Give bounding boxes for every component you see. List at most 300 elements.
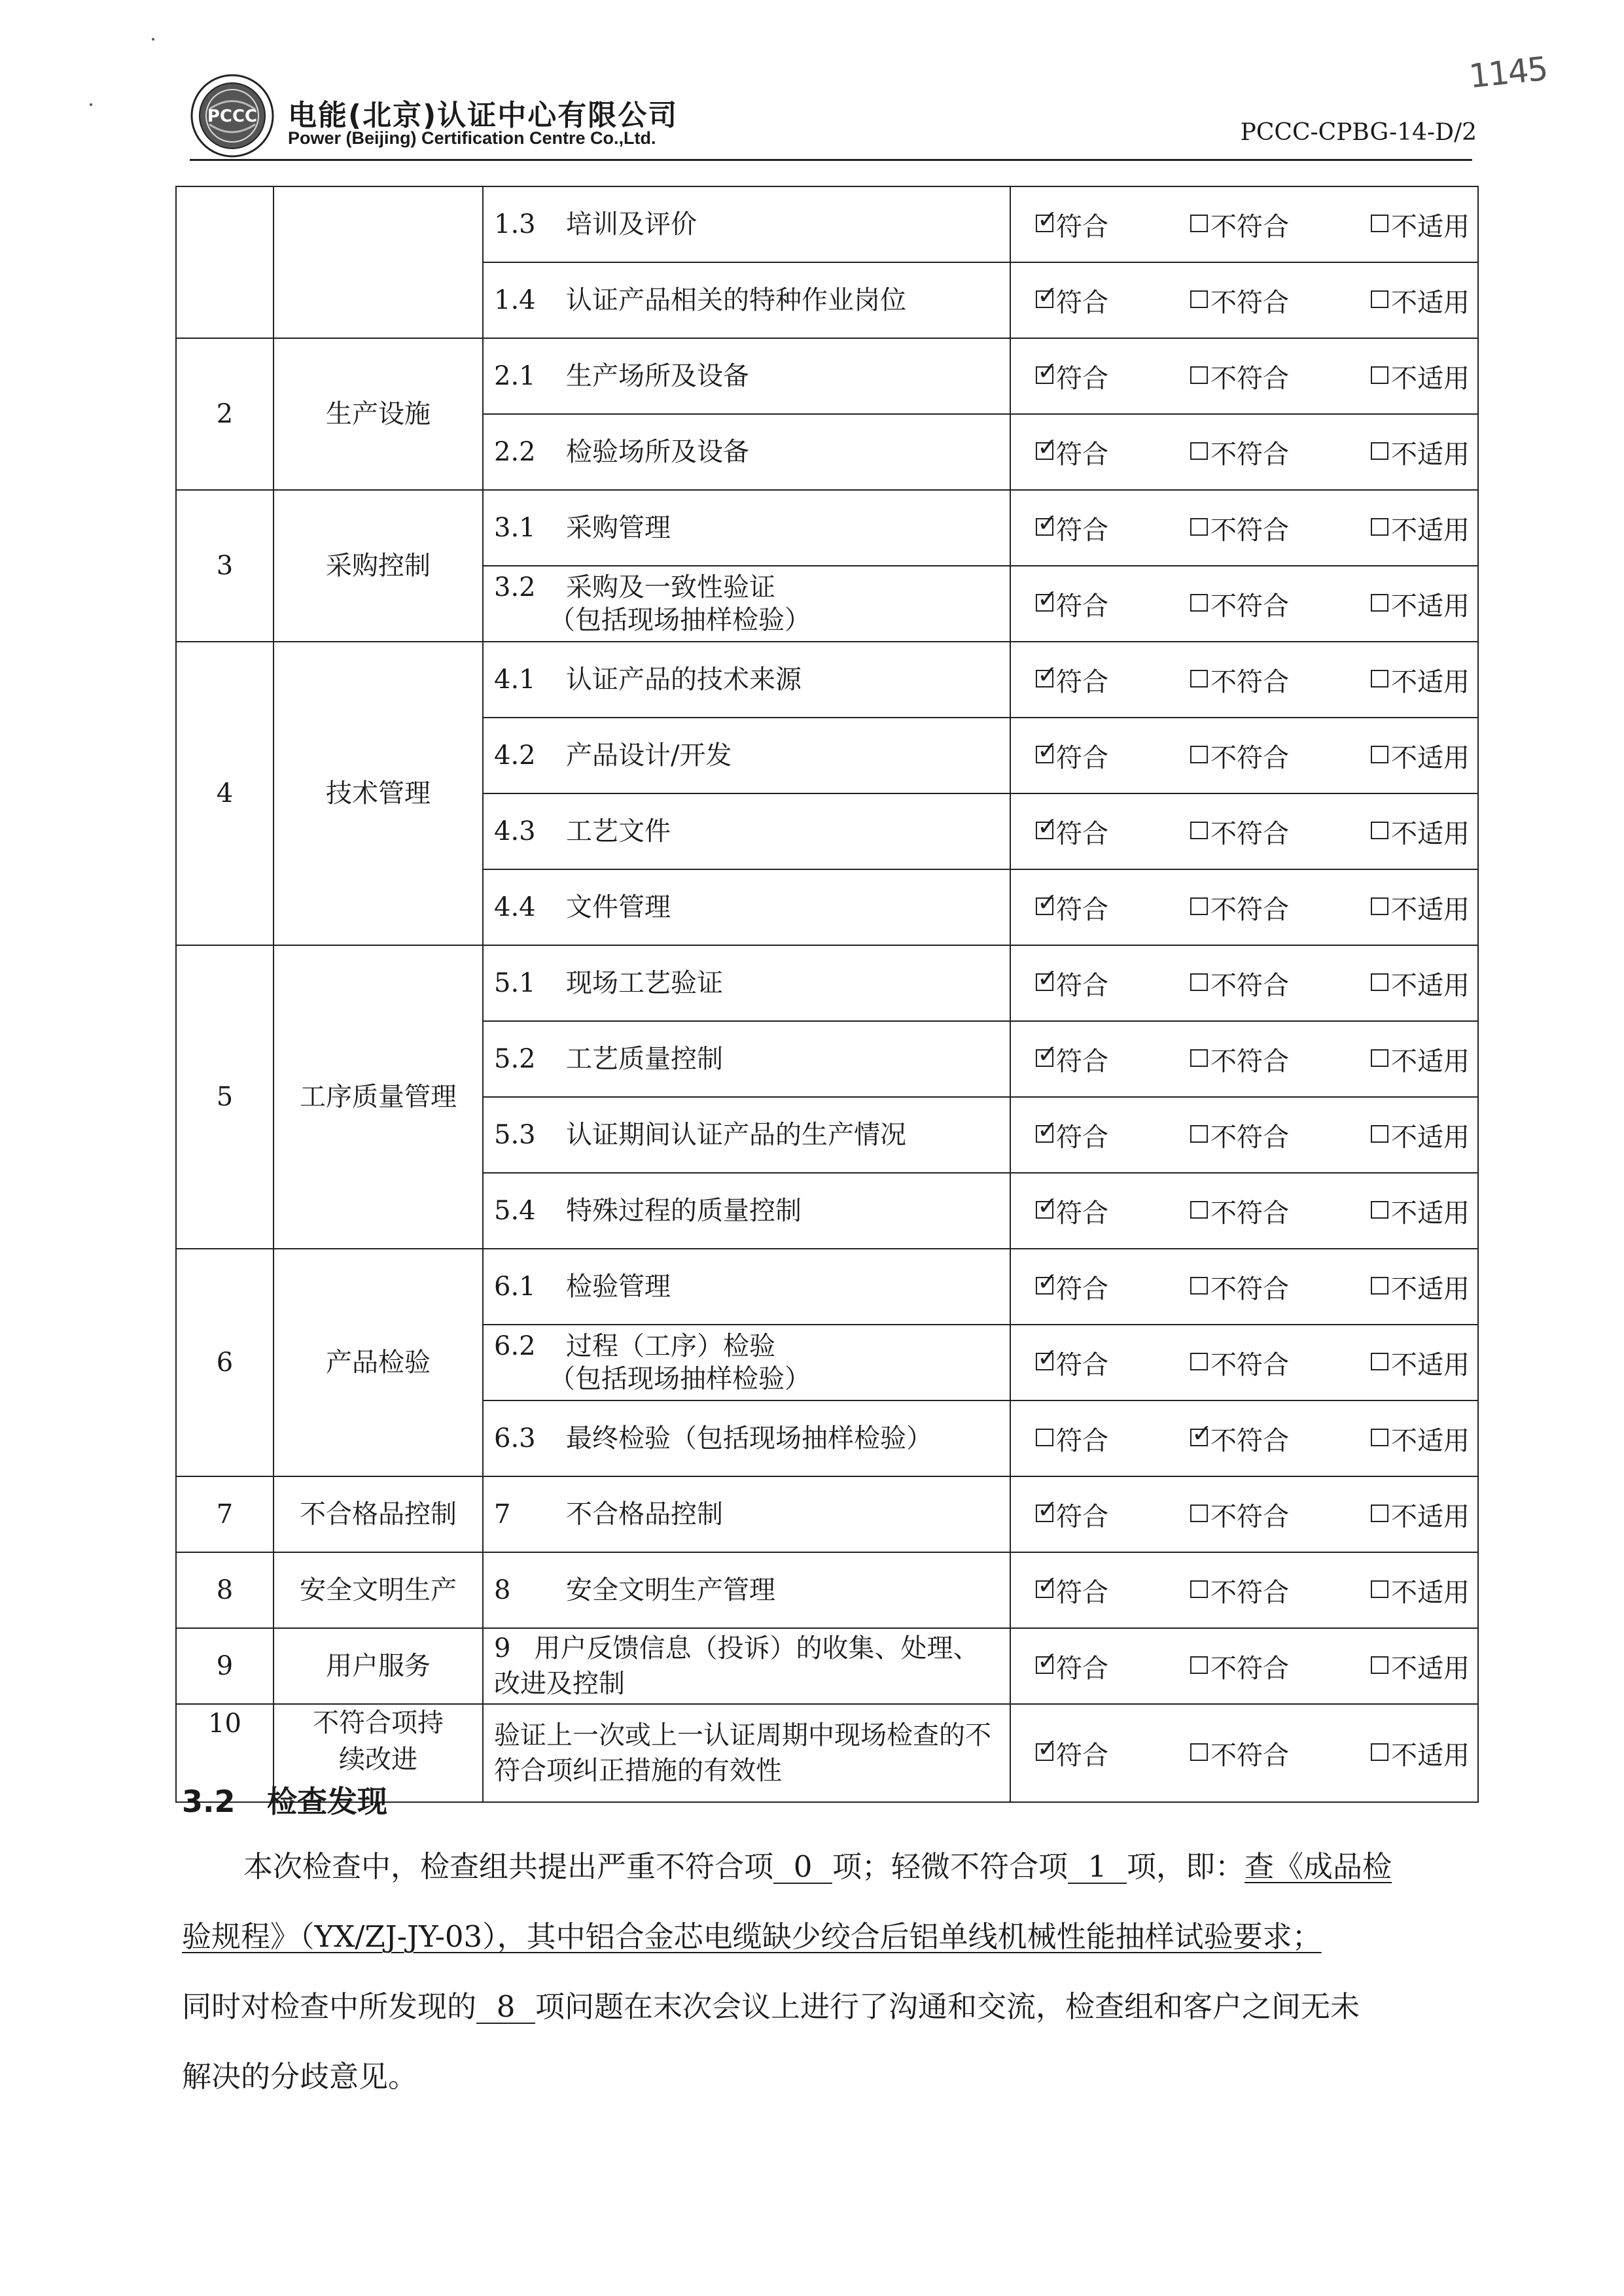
element-name: 生产设施 — [274, 338, 483, 490]
option-na[interactable] — [1371, 1344, 1470, 1382]
element-name: 技术管理 — [274, 642, 483, 945]
logo-text: PCCC — [207, 107, 258, 126]
option-nonconform[interactable] — [1190, 661, 1289, 699]
table-row — [176, 186, 1478, 262]
option-conform[interactable] — [1036, 1041, 1108, 1078]
checkbox-icon[interactable] — [1371, 1743, 1388, 1761]
option-nonconform[interactable] — [1190, 889, 1289, 926]
checked-box-icon[interactable] — [1036, 594, 1053, 612]
item-text: 检验管理 — [566, 1272, 671, 1302]
option-label: 不适用 — [1391, 287, 1470, 318]
checked-box-icon[interactable] — [1036, 290, 1053, 308]
option-nonconform[interactable] — [1190, 965, 1289, 1002]
option-label: 符合 — [1056, 667, 1108, 697]
result-cell — [1010, 1021, 1478, 1097]
item-text: 认证产品相关的特种作业岗位 — [566, 285, 906, 315]
element-number: 2 — [176, 338, 274, 490]
checkbox-icon[interactable] — [1190, 897, 1208, 915]
text-run: 同时对检查中所发现的 — [182, 1989, 477, 2024]
option-na[interactable] — [1371, 1268, 1470, 1306]
result-cell — [1010, 186, 1478, 262]
option-label: 符合 — [1056, 515, 1108, 546]
checkbox-icon[interactable] — [1190, 670, 1208, 687]
option-label: 不适用 — [1391, 1349, 1470, 1380]
scan-speck — [152, 38, 154, 41]
element-name — [274, 186, 483, 338]
option-conform[interactable] — [1036, 1117, 1108, 1154]
item-text: 工艺文件 — [566, 816, 671, 846]
item-number: 4.3 — [494, 816, 536, 846]
item-cell — [483, 1021, 1010, 1097]
checkbox-icon[interactable] — [1190, 442, 1208, 460]
minor-count: 1 — [1068, 1851, 1127, 1884]
option-na[interactable] — [1371, 206, 1470, 243]
result-cell — [1010, 869, 1478, 945]
option-conform[interactable] — [1036, 282, 1108, 319]
checkbox-icon[interactable] — [1371, 1125, 1388, 1143]
checkbox-icon[interactable] — [1190, 1125, 1208, 1143]
option-label: 不符合 — [1210, 894, 1289, 925]
checkbox-icon[interactable] — [1190, 518, 1208, 536]
option-label: 不符合 — [1210, 1577, 1289, 1608]
checked-box-icon[interactable] — [1036, 518, 1053, 536]
item-number: 6.2 — [494, 1331, 536, 1361]
checkbox-icon[interactable] — [1190, 1201, 1208, 1219]
option-label: 不适用 — [1391, 1046, 1470, 1077]
item-text: 安全文明生产管理 — [566, 1575, 775, 1605]
checkbox-icon[interactable] — [1190, 1353, 1208, 1370]
option-na[interactable] — [1371, 434, 1470, 471]
option-nonconform[interactable] — [1190, 282, 1289, 319]
checkbox-icon[interactable] — [1036, 1429, 1053, 1446]
paragraph-line — [182, 1972, 1468, 2042]
option-label: 不符合 — [1210, 1349, 1289, 1380]
checked-box-icon[interactable] — [1036, 822, 1053, 839]
checkbox-icon[interactable] — [1190, 290, 1208, 308]
checked-box-icon[interactable] — [1036, 1656, 1053, 1674]
element-number: 9 — [176, 1628, 274, 1704]
checked-box-icon[interactable] — [1036, 973, 1053, 991]
element-name: 不合格品控制 — [274, 1476, 483, 1552]
table-row — [176, 338, 1478, 414]
option-na[interactable] — [1371, 585, 1470, 623]
option-label: 符合 — [1056, 1122, 1108, 1153]
option-label: 不符合 — [1210, 1274, 1289, 1304]
company-name-en: Power (Beijing) Certification Centre Co.,Ltd. — [288, 128, 656, 148]
checked-box-icon[interactable] — [1036, 1277, 1053, 1295]
item-number: 5.3 — [494, 1120, 536, 1150]
element-number: 5 — [176, 945, 274, 1249]
option-label: 符合 — [1056, 970, 1108, 1001]
item-text: 产品设计/开发 — [566, 740, 732, 771]
item-cell — [483, 718, 1010, 793]
option-nonconform[interactable] — [1190, 813, 1289, 850]
option-conform[interactable] — [1036, 813, 1108, 850]
serious-count: 0 — [773, 1851, 832, 1884]
option-label: 不适用 — [1391, 1198, 1470, 1228]
company-logo — [190, 73, 275, 158]
result-cell — [1010, 1628, 1478, 1704]
option-label: 不适用 — [1391, 1425, 1470, 1456]
checkbox-icon[interactable] — [1371, 442, 1388, 460]
option-nonconform[interactable] — [1190, 1268, 1289, 1306]
checkbox-icon[interactable] — [1371, 1656, 1388, 1674]
option-label: 符合 — [1056, 1198, 1108, 1228]
option-na[interactable] — [1371, 737, 1470, 774]
option-label: 不符合 — [1210, 515, 1289, 546]
option-nonconform[interactable] — [1190, 358, 1289, 395]
result-cell — [1010, 1552, 1478, 1628]
option-conform[interactable] — [1036, 1735, 1108, 1772]
option-label: 符合 — [1056, 1501, 1108, 1532]
result-cell — [1010, 1400, 1478, 1476]
option-label: 不适用 — [1391, 515, 1470, 546]
result-cell — [1010, 1249, 1478, 1325]
item-number: 2.1 — [494, 361, 536, 391]
item-cell — [483, 793, 1010, 869]
option-label: 符合 — [1056, 818, 1108, 849]
option-label: 不适用 — [1391, 363, 1470, 394]
element-name: 工序质量管理 — [274, 945, 483, 1249]
option-label: 符合 — [1056, 1577, 1108, 1608]
option-label: 不符合 — [1210, 1122, 1289, 1153]
checked-box-icon[interactable] — [1036, 1505, 1053, 1522]
option-conform[interactable] — [1036, 1648, 1108, 1685]
checked-box-icon[interactable] — [1036, 1743, 1053, 1761]
checked-box-icon[interactable] — [1036, 442, 1053, 460]
table-row — [176, 1552, 1478, 1628]
item-cell — [483, 414, 1010, 490]
option-na[interactable] — [1371, 1572, 1470, 1609]
option-conform[interactable] — [1036, 206, 1108, 243]
checked-box-icon[interactable] — [1036, 746, 1053, 763]
checked-box-icon[interactable] — [1036, 215, 1053, 232]
option-na[interactable] — [1371, 1192, 1470, 1230]
result-cell — [1010, 718, 1478, 793]
option-conform[interactable] — [1036, 965, 1108, 1002]
table-row — [176, 1476, 1478, 1552]
item-number: 7 — [494, 1499, 511, 1529]
checkbox-icon[interactable] — [1371, 1201, 1388, 1219]
result-cell — [1010, 1325, 1478, 1400]
option-nonconform[interactable] — [1190, 1572, 1289, 1609]
result-cell — [1010, 262, 1478, 338]
result-cell — [1010, 338, 1478, 414]
option-label: 不符合 — [1210, 1425, 1289, 1456]
checkbox-icon[interactable] — [1371, 594, 1388, 612]
item-cell — [483, 1628, 1010, 1704]
item-text: 不合格品控制 — [566, 1499, 723, 1529]
option-nonconform[interactable] — [1190, 1420, 1289, 1457]
item-text: 特殊过程的质量控制 — [566, 1196, 802, 1226]
option-conform[interactable] — [1036, 434, 1108, 471]
item-number: 3.2 — [494, 572, 536, 602]
item-number: 5.4 — [494, 1196, 536, 1226]
option-nonconform[interactable] — [1190, 1648, 1289, 1685]
option-label: 不适用 — [1391, 591, 1470, 621]
item-cell — [483, 1249, 1010, 1325]
checkbox-icon[interactable] — [1190, 822, 1208, 839]
element-number: 10 — [176, 1704, 274, 1802]
option-label: 符合 — [1056, 1653, 1108, 1684]
checked-box-icon[interactable] — [1190, 1429, 1208, 1446]
item-number: 1.3 — [494, 209, 536, 239]
finding-detail: 查《成品检 — [1244, 1849, 1392, 1884]
option-conform[interactable] — [1036, 889, 1108, 926]
checkbox-icon[interactable] — [1190, 973, 1208, 991]
text-run: 项；轻微不符合项 — [832, 1849, 1068, 1884]
checked-box-icon[interactable] — [1036, 366, 1053, 384]
inspection-table — [175, 186, 1479, 1803]
item-number: 8 — [494, 1575, 511, 1605]
option-label: 不符合 — [1210, 1198, 1289, 1228]
option-label: 符合 — [1056, 1349, 1108, 1380]
option-conform[interactable] — [1036, 1572, 1108, 1609]
checkbox-icon[interactable] — [1371, 1277, 1388, 1295]
option-label: 不符合 — [1210, 818, 1289, 849]
text-run: 项问题在末次会议上进行了沟通和交流，检查组和客户之间无未 — [535, 1989, 1360, 2024]
option-conform[interactable] — [1036, 1420, 1108, 1457]
option-label: 不符合 — [1210, 211, 1289, 242]
table-grid — [175, 186, 1479, 1803]
option-conform[interactable] — [1036, 737, 1108, 774]
checkbox-icon[interactable] — [1371, 822, 1388, 839]
item-cell — [483, 1325, 1010, 1400]
section-title: 检查发现 — [267, 1784, 387, 1819]
item-text: 检验场所及设备 — [566, 437, 749, 467]
option-label: 不符合 — [1210, 742, 1289, 773]
option-na[interactable] — [1371, 1735, 1470, 1772]
text-run: 项，即： — [1127, 1849, 1245, 1884]
option-nonconform[interactable] — [1190, 1735, 1289, 1772]
item-number: 6.1 — [494, 1272, 536, 1302]
option-na[interactable] — [1371, 1420, 1470, 1457]
checkbox-icon[interactable] — [1371, 670, 1388, 687]
element-name: 不符合项持续改进 — [274, 1704, 483, 1802]
option-na[interactable] — [1371, 1041, 1470, 1078]
checked-box-icon[interactable] — [1036, 897, 1053, 915]
option-label: 不适用 — [1391, 1653, 1470, 1684]
checkbox-icon[interactable] — [1190, 1049, 1208, 1067]
item-number: 6.3 — [494, 1423, 536, 1453]
checkbox-icon[interactable] — [1371, 746, 1388, 763]
option-label: 不适用 — [1391, 1501, 1470, 1532]
item-cell — [483, 1476, 1010, 1552]
checked-box-icon[interactable] — [1036, 1125, 1053, 1143]
result-cell — [1010, 793, 1478, 869]
checkbox-icon[interactable] — [1190, 1277, 1208, 1295]
item-cell — [483, 262, 1010, 338]
checkbox-icon[interactable] — [1371, 1049, 1388, 1067]
option-conform[interactable] — [1036, 358, 1108, 395]
option-na[interactable] — [1371, 510, 1470, 547]
item-number: 5.1 — [494, 968, 536, 998]
item-text: 认证产品的技术来源 — [566, 665, 802, 695]
checkbox-icon[interactable] — [1190, 1656, 1208, 1674]
checkbox-icon[interactable] — [1371, 897, 1388, 915]
item-text: 过程（工序）检验 — [566, 1331, 775, 1361]
checked-box-icon[interactable] — [1036, 670, 1053, 687]
checked-box-icon[interactable] — [1036, 1353, 1053, 1370]
checkbox-icon[interactable] — [1371, 366, 1388, 384]
option-nonconform[interactable] — [1190, 510, 1289, 547]
element-number: 6 — [176, 1249, 274, 1476]
checkbox-icon[interactable] — [1371, 1353, 1388, 1370]
checked-box-icon[interactable] — [1036, 1201, 1053, 1219]
item-text: 采购管理 — [566, 513, 671, 543]
option-label: 不符合 — [1210, 667, 1289, 697]
item-cell — [483, 642, 1010, 718]
option-label: 不适用 — [1391, 1740, 1470, 1771]
item-text: 现场工艺验证 — [566, 968, 723, 998]
item-text: 培训及评价 — [566, 209, 697, 239]
option-nonconform[interactable] — [1190, 585, 1289, 623]
element-number: 7 — [176, 1476, 274, 1552]
option-label: 不符合 — [1210, 1501, 1289, 1532]
option-na[interactable] — [1371, 1648, 1470, 1685]
table-row — [176, 1249, 1478, 1325]
option-na[interactable] — [1371, 965, 1470, 1002]
option-na[interactable] — [1371, 661, 1470, 699]
option-conform[interactable] — [1036, 510, 1108, 547]
text-run: 本次检查中，检查组共提出严重不符合项 — [243, 1849, 774, 1884]
option-label: 符合 — [1056, 363, 1108, 394]
table-row — [176, 1628, 1478, 1704]
item-text: 验证上一次或上一认证周期中现场检查的不符合项纠正措施的有效性 — [494, 1720, 991, 1786]
option-nonconform[interactable] — [1190, 737, 1289, 774]
option-label: 不符合 — [1210, 287, 1289, 318]
result-cell — [1010, 566, 1478, 642]
option-nonconform[interactable] — [1190, 1041, 1289, 1078]
element-name: 采购控制 — [274, 490, 483, 642]
option-conform[interactable] — [1036, 661, 1108, 699]
issues-count: 8 — [476, 1991, 535, 2024]
option-label: 不符合 — [1210, 363, 1289, 394]
item-cell — [483, 1173, 1010, 1249]
checkbox-icon[interactable] — [1371, 215, 1388, 232]
item-cell — [483, 566, 1010, 642]
option-label: 不适用 — [1391, 1274, 1470, 1304]
section-number: 3.2 — [182, 1784, 236, 1819]
option-nonconform[interactable] — [1190, 434, 1289, 471]
checkbox-icon[interactable] — [1190, 594, 1208, 612]
item-text-sub: （包括现场抽样检验） — [549, 1364, 811, 1394]
checkbox-icon[interactable] — [1371, 973, 1388, 991]
option-label: 符合 — [1056, 1046, 1108, 1077]
option-label: 不符合 — [1210, 439, 1289, 470]
checkbox-icon[interactable] — [1371, 518, 1388, 536]
option-label: 符合 — [1056, 439, 1108, 470]
option-label: 不适用 — [1391, 742, 1470, 773]
header-rule — [190, 159, 1472, 161]
result-cell — [1010, 1476, 1478, 1552]
option-label: 符合 — [1056, 894, 1108, 925]
option-na[interactable] — [1371, 889, 1470, 926]
option-conform[interactable] — [1036, 1192, 1108, 1230]
option-label: 不适用 — [1391, 211, 1470, 242]
option-label: 不符合 — [1210, 1653, 1289, 1684]
checkbox-icon[interactable] — [1190, 215, 1208, 232]
option-label: 符合 — [1056, 591, 1108, 621]
result-cell — [1010, 1173, 1478, 1249]
item-text: 工艺质量控制 — [566, 1044, 723, 1074]
option-conform[interactable] — [1036, 1344, 1108, 1382]
option-na[interactable] — [1371, 282, 1470, 319]
item-number: 5.2 — [494, 1044, 536, 1074]
option-na[interactable] — [1371, 1496, 1470, 1533]
option-label: 不适用 — [1391, 818, 1470, 849]
result-cell — [1010, 642, 1478, 718]
element-name: 产品检验 — [274, 1249, 483, 1476]
item-number: 3.1 — [494, 513, 536, 543]
checkbox-icon[interactable] — [1190, 1580, 1208, 1598]
option-conform[interactable] — [1036, 1496, 1108, 1533]
option-na[interactable] — [1371, 813, 1470, 850]
item-cell — [483, 1552, 1010, 1628]
findings-paragraph — [182, 1832, 1468, 2112]
checkbox-icon[interactable] — [1371, 1429, 1388, 1446]
checkbox-icon[interactable] — [1371, 1580, 1388, 1598]
item-text: 生产场所及设备 — [566, 361, 749, 391]
option-conform[interactable] — [1036, 585, 1108, 623]
option-label: 符合 — [1056, 1274, 1108, 1304]
item-number: 9 — [494, 1633, 511, 1663]
handwritten-page-number: 1145 — [1467, 49, 1549, 96]
result-cell — [1010, 490, 1478, 566]
option-na[interactable] — [1371, 358, 1470, 395]
element-number: 4 — [176, 642, 274, 945]
option-na[interactable] — [1371, 1117, 1470, 1154]
item-text: 文件管理 — [566, 892, 671, 922]
checkbox-icon[interactable] — [1190, 1505, 1208, 1522]
item-text: 最终检验（包括现场抽样检验） — [566, 1423, 932, 1453]
option-label: 不适用 — [1391, 667, 1470, 697]
checkbox-icon[interactable] — [1371, 290, 1388, 308]
section-heading — [182, 1778, 387, 1821]
checkbox-icon[interactable] — [1190, 746, 1208, 763]
item-cell — [483, 338, 1010, 414]
element-name: 安全文明生产 — [274, 1552, 483, 1628]
checkbox-icon[interactable] — [1190, 1743, 1208, 1761]
option-nonconform[interactable] — [1190, 1192, 1289, 1230]
option-nonconform[interactable] — [1190, 1344, 1289, 1382]
element-number: 8 — [176, 1552, 274, 1628]
element-number — [176, 186, 274, 338]
checked-box-icon[interactable] — [1036, 1580, 1053, 1598]
checkbox-icon[interactable] — [1371, 1505, 1388, 1522]
option-conform[interactable] — [1036, 1268, 1108, 1306]
item-number: 1.4 — [494, 285, 536, 315]
option-nonconform[interactable] — [1190, 1496, 1289, 1533]
paragraph-line — [182, 1832, 1468, 1902]
paragraph-line: 解决的分歧意见。 — [182, 2059, 418, 2094]
scan-speck — [90, 103, 92, 106]
checked-box-icon[interactable] — [1036, 1049, 1053, 1067]
option-label: 不适用 — [1391, 1577, 1470, 1608]
item-text-sub: （包括现场抽样检验） — [549, 605, 811, 635]
checkbox-icon[interactable] — [1190, 366, 1208, 384]
item-number: 4.2 — [494, 740, 536, 771]
option-label: 符合 — [1056, 1425, 1108, 1456]
item-text: 用户反馈信息（投诉）的收集、处理、改进及控制 — [494, 1633, 980, 1699]
result-cell — [1010, 945, 1478, 1021]
result-cell — [1010, 414, 1478, 490]
item-number: 2.2 — [494, 437, 536, 467]
option-nonconform[interactable] — [1190, 1117, 1289, 1154]
company-name-cn: 电能(北京)认证中心有限公司 — [288, 99, 679, 132]
item-text: 采购及一致性验证 — [566, 572, 775, 602]
option-nonconform[interactable] — [1190, 206, 1289, 243]
